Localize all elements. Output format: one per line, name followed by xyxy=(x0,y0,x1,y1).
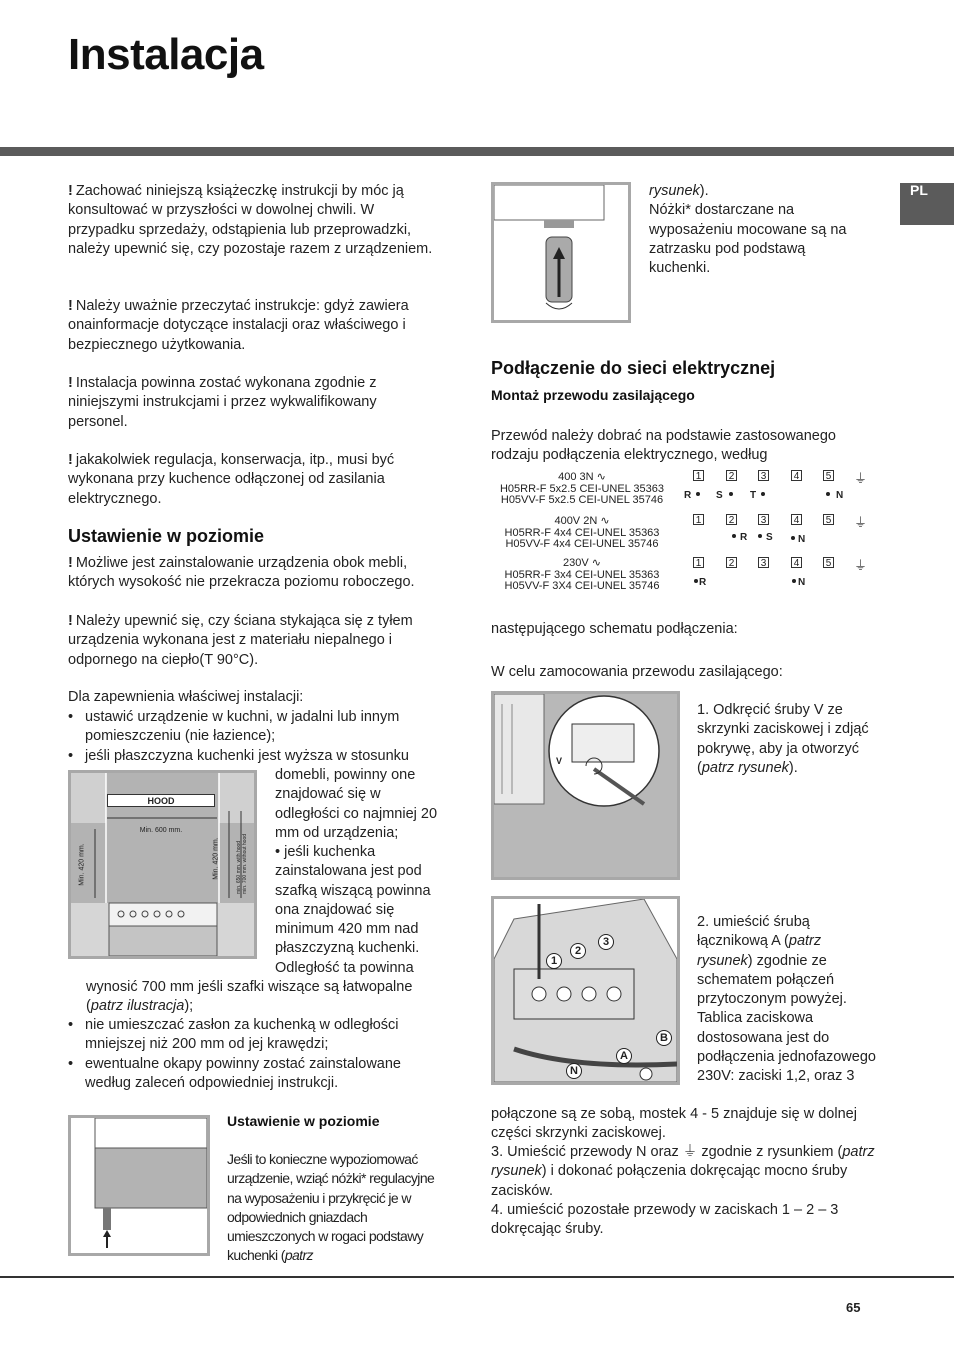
warning-paragraph-4: ! jakakolwiek regulacja, konserwacja, itp., musi być wykonana przy kuchence odłączonej od zasilania elektrycznego. xyxy=(68,452,395,507)
list-item: • jeśli płaszczyzna kuchenki jest wyższa w stosunku xyxy=(68,747,440,766)
step-2-text: 2. umieścić śrubą łącznikową A (patrz rysunek) zgodnie ze schematem połączeń przytoczonym powyżej. Tablica zaciskowa dostosowana jest do podłączenia jednofazowego 230V: zaciski 1,2, oraz 3 xyxy=(697,914,876,1085)
terminal: 2 xyxy=(726,557,737,568)
step-2-continued: połączone są ze sobą, mostek 4 - 5 znajduje się w dolnej części skrzynki zaciskowej. xyxy=(491,1106,857,1142)
terminal: 2 xyxy=(726,470,737,481)
sub-heading-cable: Montaż przewodu zasilającego xyxy=(491,387,695,403)
terminal-block-figure xyxy=(491,896,680,1085)
callout-2: 2 xyxy=(570,943,586,959)
min-420-right-label: Min. 420 mm. xyxy=(212,837,220,880)
terminal: 1 xyxy=(693,470,704,481)
levelling-feet-figure xyxy=(68,1115,210,1256)
wire-label: N xyxy=(836,490,844,501)
terminal: 4 xyxy=(791,514,802,525)
wire-label: N xyxy=(798,577,806,588)
callout-n: N xyxy=(566,1063,582,1079)
terminal: 1 xyxy=(693,557,704,568)
bullet3-text: • jeśli kuchenka zainstalowana jest pod szafką wiszącą powinna ona znajdować się minimum 420 mm nad płaszczyzną kuchenki. Odległość ta powinna xyxy=(275,844,431,976)
section-heading-levelling: Ustawienie w poziomie xyxy=(68,526,265,546)
ground-icon: ⏚ xyxy=(854,515,868,530)
callout-b: B xyxy=(656,1030,672,1046)
ground-icon: ⏚ xyxy=(682,1144,698,1160)
bullet2-continued: domebli, powinny one znajdować się w odległości co najmniej 20 mm od urządzenia; xyxy=(275,767,438,841)
levelling-feet-text: Jeśli to konieczne wypoziomować urządzenie, wziąć nóżki* regulacyjne na wyposażeniu i przykręcić je w odpowiednich gniazdach umieszczonych w rogaci podstawy kuchenki (patrz xyxy=(227,1151,435,1264)
header-bar xyxy=(0,147,954,156)
wire-label: S xyxy=(766,532,773,543)
wiring-diagram-row-2 xyxy=(684,514,874,544)
wire-label: T xyxy=(750,490,757,501)
wiring-diagram-row-3 xyxy=(684,557,874,587)
callout-a: A xyxy=(616,1048,632,1064)
step-3-text: 3. Umieścić przewody N oraz ⏚ zgodnie z rysunkiem (patrz rysunek) i dokonać połączenia dokręcając mocno śruby zacisków. xyxy=(491,1144,875,1199)
footer-rule xyxy=(0,1276,954,1278)
section-heading-electrical: Podłączenie do sieci elektrycznej xyxy=(491,358,776,378)
foot-snap-drawing xyxy=(494,185,628,320)
wire-label: N xyxy=(798,534,806,545)
install-list-top xyxy=(68,708,440,766)
min-700-label: min. 700 mm. without hood xyxy=(242,833,248,894)
wire-label: R xyxy=(740,532,748,543)
wiring-row-2-spec: 400V 2N ∿ H05RR-F 4x4 CEI-UNEL 35363 H05VV-F 4x4 CEI-UNEL 35746 xyxy=(504,515,660,550)
page-title: Instalacja xyxy=(68,30,264,79)
wire-label: R xyxy=(699,577,707,588)
terminal: 5 xyxy=(823,557,834,568)
warning-paragraph-3: ! Instalacja powinna zostać wykonana zgodnie z niniejszymi instrukcjami i przez wykwalifikowany personel. xyxy=(68,375,377,430)
cable-intro: Przewód należy dobrać na podstawie zastosowanego rodzaju podłączenia elektrycznego, według xyxy=(491,428,836,464)
cable-fixing-intro: W celu zamocowania przewodu zasilającego: xyxy=(491,664,783,680)
ground-icon: ⏚ xyxy=(854,471,868,486)
terminal: 3 xyxy=(758,557,769,568)
step-1-text: 1. Odkręcić śruby V ze skrzynki zaciskowej i zdjąć pokrywę, aby ja otworzyć (patrz rysunek). xyxy=(697,702,869,776)
wiring-intro: następującego schematu podłączenia: xyxy=(491,621,738,637)
ground-icon: ⏚ xyxy=(854,558,868,573)
callout-3: 3 xyxy=(598,934,614,950)
language-tab: PL xyxy=(900,183,954,225)
install-intro: Dla zapewnienia właściwej instalacji: xyxy=(68,689,304,705)
list-item: • ustawić urządzenie w kuchni, w jadalni lub innym pomieszczeniu (nie łazience); xyxy=(68,708,440,747)
list-item: • nie umieszczać zasłon za kuchenką w odległości mniejszej niż 200 mm od jej krawędzi; xyxy=(68,1016,440,1055)
sub-heading-levelling: Ustawienie w poziomie xyxy=(227,1113,380,1129)
warning-paragraph-5: ! Możliwe jest zainstalowanie urządzenia obok mebli, których wysokość nie przekracza poziomu roboczego. xyxy=(68,555,415,591)
page-number: 65 xyxy=(846,1300,861,1315)
wiring-diagram-row-1 xyxy=(684,470,874,500)
warning-paragraph-2: ! Należy uważnie przeczytać instrukcje: gdyż zawiera onainformacje dotyczące instalacji oraz właściwego i bezpiecznego użytkowania. xyxy=(68,298,409,353)
list-item: • ewentualne okapy powinny zostać zainstalowane według zaleceń odpowiedniej instrukcji. xyxy=(68,1055,440,1094)
terminal: 4 xyxy=(791,470,802,481)
min-420-left-label: Min. 420 mm. xyxy=(78,843,86,886)
terminal-block-drawing xyxy=(494,899,677,1082)
bullet3-continued: wynosić 700 mm jeśli szafki wiszące są łatwopalne (patrz ilustracja); xyxy=(86,979,413,1015)
wire-label: R xyxy=(684,490,692,501)
min-600-label: Min. 600 mm. xyxy=(139,827,183,834)
wire-label: S xyxy=(716,490,723,501)
terminal: 5 xyxy=(823,514,834,525)
min-650-label: min. 650 mm. with hood xyxy=(236,840,242,894)
callout-1: 1 xyxy=(546,953,562,969)
install-list-bottom xyxy=(68,1016,440,1093)
foot-snap-figure xyxy=(491,182,631,323)
warning-paragraph-6: ! Należy upewnić się, czy ściana stykająca się z tyłem urządzenia wykonana jest z materiału niepalnego i odpornego na ciepło(T 90°C). xyxy=(68,613,413,668)
hood-clearance-figure xyxy=(68,770,257,959)
levelling-feet-drawing xyxy=(71,1118,207,1253)
terminal: 1 xyxy=(693,514,704,525)
wiring-row-1-spec: 400 3N ∿ H05RR-F 5x2.5 CEI-UNEL 35363 H05VV-F 5x2.5 CEI-UNEL 35746 xyxy=(499,471,665,506)
hood-label: HOOD xyxy=(107,794,215,807)
terminal: 4 xyxy=(791,557,802,568)
terminal-box-cover-drawing xyxy=(494,694,677,877)
terminal: 5 xyxy=(823,470,834,481)
terminal: 3 xyxy=(758,470,769,481)
terminal: 2 xyxy=(726,514,737,525)
warning-paragraph-1: ! Zachować niniejszą książeczkę instrukcji by móc ją konsultować w przyszłości w dowolnej chwili. W przypadku sprzedaży, odstąpienia lub przeprowadzki, należy upewnić się, czy pozostaje razem z urządzeniem. xyxy=(68,183,433,257)
step-4-text: 4. umieścić pozostałe przewody w zaciskach 1 – 2 – 3 dokręcając śruby. xyxy=(491,1202,839,1238)
feet-text: rysunek). Nóżki* dostarczane na wyposażeniu mocowane są na zatrzasku pod podstawą kuchenki. xyxy=(649,183,847,277)
terminal-box-cover-figure xyxy=(491,691,680,880)
screw-v-label: V xyxy=(556,756,563,766)
terminal: 3 xyxy=(758,514,769,525)
wiring-row-3-spec: 230V ∿ H05RR-F 3x4 CEI-UNEL 35363 H05VV-F 3X4 CEI-UNEL 35746 xyxy=(504,557,660,592)
